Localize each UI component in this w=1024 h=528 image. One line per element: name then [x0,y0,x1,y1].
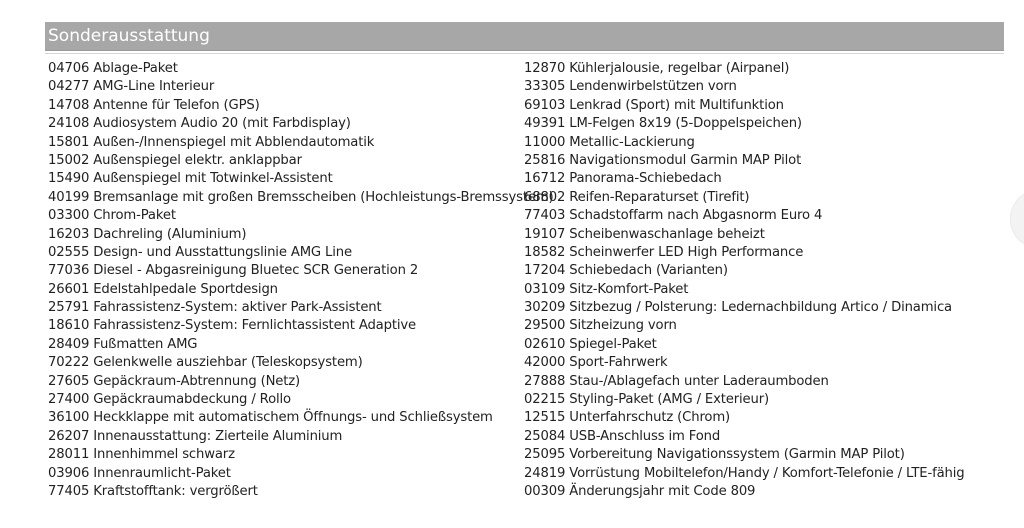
equipment-item: 77403 Schadstoffarm nach Abgasnorm Euro 4 [524,208,823,224]
equipment-item: 03906 Innenraumlicht-Paket [48,465,231,481]
equipment-item: 70222 Gelenkwelle ausziehbar (Teleskopsystem) [48,355,363,371]
equipment-item: 16712 Panorama-Schiebedach [524,171,722,187]
equipment-item: 15490 Außenspiegel mit Totwinkel-Assistent [48,171,333,187]
equipment-item: 14708 Antenne für Telefon (GPS) [48,97,260,113]
equipment-item: 15002 Außenspiegel elektr. anklappbar [48,152,302,168]
equipment-item: 12870 Kühlerjalousie, regelbar (Airpanel) [524,61,790,76]
equipment-item: 28409 Fußmatten AMG [48,336,198,352]
equipment-item: 77405 Kraftstofftank: vergrößert [48,483,258,499]
equipment-list-left [48,60,554,501]
equipment-item: 27888 Stau-/Ablagefach unter Laderaumboden [524,373,829,389]
equipment-item: 02555 Design- und Ausstattungslinie AMG Line [48,244,352,260]
equipment-item: 28011 Innenhimmel schwarz [48,447,235,463]
equipment-item: 19107 Scheibenwaschanlage beheizt [524,226,765,242]
equipment-item: 40199 Bremsanlage mit großen Bremsscheiben (Hochleistungs-Bremssystem) [48,189,554,205]
equipment-item: 25791 Fahrassistenz-System: aktiver Park-Assistent [48,300,382,316]
divider [45,53,1004,54]
equipment-item: 12515 Unterfahrschutz (Chrom) [524,410,731,426]
equipment-item: 26207 Innenausstattung: Zierteile Aluminium [48,428,343,444]
page-edge-scroll-handle[interactable] [1010,190,1024,248]
equipment-item: 29500 Sitzheizung vorn [524,318,677,334]
equipment-item: 24108 Audiosystem Audio 20 (mit Farbdisplay) [48,116,351,132]
equipment-item: 24819 Vorrüstung Mobiltelefon/Handy / Komfort-Telefonie / LTE-fähig [524,465,965,481]
equipment-item: 15801 Außen-/Innenspiegel mit Abblendautomatik [48,134,375,150]
equipment-list-right [524,60,1002,501]
equipment-item: 33305 Lendenwirbelstützen vorn [524,79,737,95]
equipment-item: 25095 Vorbereitung Navigationssystem (Garmin MAP Pilot) [524,447,905,463]
equipment-item: 18582 Scheinwerfer LED High Performance [524,244,804,260]
equipment-item: 69103 Lenkrad (Sport) mit Multifunktion [524,97,784,113]
equipment-item: 18610 Fahrassistenz-System: Fernlichtassistent Adaptive [48,318,416,334]
equipment-item: 11000 Metallic-Lackierung [524,134,695,150]
equipment-item: 49391 LM-Felgen 8x19 (5-Doppelspeichen) [524,116,802,132]
equipment-item: 03109 Sitz-Komfort-Paket [524,281,689,297]
equipment-item: 77036 Diesel - Abgasreinigung Bluetec SCR Generation 2 [48,263,419,279]
equipment-item: 17204 Schiebedach (Varianten) [524,263,728,279]
equipment-item: 30209 Sitzbezug / Polsterung: Ledernachbildung Artico / Dinamica [524,300,952,316]
equipment-item: 00309 Änderungsjahr mit Code 809 [524,483,756,499]
equipment-item: 16203 Dachreling (Aluminium) [48,226,247,242]
equipment-item: 36100 Heckklappe mit automatischem Öffnungs- und Schließsystem [48,410,493,426]
equipment-item: 25084 USB-Anschluss im Fond [524,428,721,444]
equipment-item: 04706 Ablage-Paket [48,61,178,76]
equipment-item: 42000 Sport-Fahrwerk [524,355,668,371]
equipment-item: 03300 Chrom-Paket [48,208,176,224]
equipment-item: 27605 Gepäckraum-Abtrennung (Netz) [48,373,301,389]
equipment-item: 27400 Gepäckraumabdeckung / Rollo [48,392,291,408]
section-title: Sonderausstattung [45,22,1004,51]
equipment-item: 02215 Styling-Paket (AMG / Exterieur) [524,392,769,408]
equipment-item: 26601 Edelstahlpedale Sportdesign [48,281,278,297]
equipment-item: 25816 Navigationsmodul Garmin MAP Pilot [524,152,802,168]
equipment-item: 68802 Reifen-Reparaturset (Tirefit) [524,189,750,205]
equipment-item: 04277 AMG-Line Interieur [48,79,215,95]
equipment-panel [45,22,1004,522]
equipment-item: 02610 Spiegel-Paket [524,336,657,352]
